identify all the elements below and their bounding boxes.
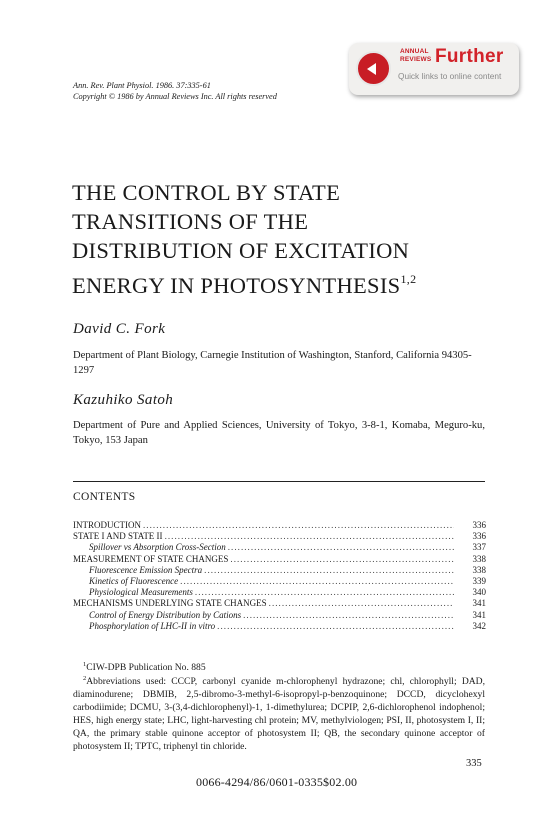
title-line: THE CONTROL BY STATE (72, 180, 341, 205)
toc-entry[interactable]: MECHANISMS UNDERLYING STATE CHANGES . . . 341 (73, 598, 486, 609)
toc-entry[interactable]: Control of Energy Distribution by Cations . . . 341 (73, 610, 486, 621)
author-affiliation: Department of Plant Biology, Carnegie Institution of Washington, Stanford, California 94305-1297 (73, 350, 472, 376)
toc-entry[interactable]: Spillover vs Absorption Cross-Section . . . 337 (73, 542, 486, 553)
page-number: 335 (466, 758, 482, 769)
title-footnote-marks: 1,2 (400, 272, 417, 286)
footnote-2: $^2$Abbreviations used: CCCP, carbonyl cyanide m-chlorophenyl hydrazone; chl, chlorophyll; DAD, diaminodurene; DBMIB, 2,5-dibromo-3-methyl-6-isopropyl-p-benzoquinone; DCCD, dicyclohexyl carbodiimide; DCMU, 3-(3,4-dichlorophenyl)-1, 1-dimethylurea; DCPIP, 2,6-dichlorophenol indophenol; HES, high energy state; LHC, light-harvesting chl protein; MV, methylviologen; PSI, II, photosystem I, II; QA, the primary stable quinone acceptor of photosystem II; QB, the secondary quinone acceptor of photosystem II; TPTC, triphenyl tin chloride. (73, 675, 485, 753)
author-affiliation: Department of Pure and Applied Sciences, University of Tokyo, 3-8-1, Komaba, Meguro-ku, Tokyo, 153 Japan (73, 420, 485, 446)
copyright-notice: Copyright © 1986 by Annual Reviews Inc. All rights reserved (73, 92, 277, 101)
back-arrow-icon (356, 51, 391, 86)
table-of-contents (73, 520, 486, 632)
annual-reviews-logo: ANNUAL REVIEWS (400, 48, 432, 63)
toc-entry[interactable]: Kinetics of Fluorescence . . . 339 (73, 576, 486, 587)
further-label: Further (435, 46, 504, 67)
annual-reviews-further-badge[interactable] (349, 43, 519, 95)
article-title (72, 178, 512, 300)
title-line: DISTRIBUTION OF EXCITATION (72, 238, 410, 263)
journal-citation-block (73, 80, 277, 102)
issn-line: 0066-4294/86/0601-0335$02.00 (196, 775, 358, 789)
footnote-1: $^1$CIW-DPB Publication No. 885 (83, 661, 206, 674)
journal-citation: Ann. Rev. Plant Physiol. 1986. 37:335-61 (73, 81, 211, 90)
toc-entry[interactable]: INTRODUCTION . . . 336 (73, 520, 486, 531)
title-line: TRANSITIONS OF THE (72, 209, 309, 234)
contents-heading: CONTENTS (73, 491, 136, 503)
title-line: ENERGY IN PHOTOSYNTHESIS$^{1,2}$ (72, 272, 417, 298)
author-name: Kazuhiko Satoh (73, 392, 174, 408)
toc-entry[interactable]: STATE I AND STATE II . . . 336 (73, 531, 486, 542)
toc-entry[interactable]: Fluorescence Emission Spectra . . . 338 (73, 565, 486, 576)
toc-entry[interactable]: MEASUREMENT OF STATE CHANGES . . . 338 (73, 554, 486, 565)
toc-entry[interactable]: Physiological Measurements . . . 340 (73, 587, 486, 598)
author-name: David C. Fork (73, 321, 166, 337)
quick-links-tagline: Quick links to online content (398, 71, 502, 81)
section-divider (73, 481, 485, 482)
toc-entry[interactable]: Phosphorylation of LHC-II in vitro . . . 342 (73, 621, 486, 632)
